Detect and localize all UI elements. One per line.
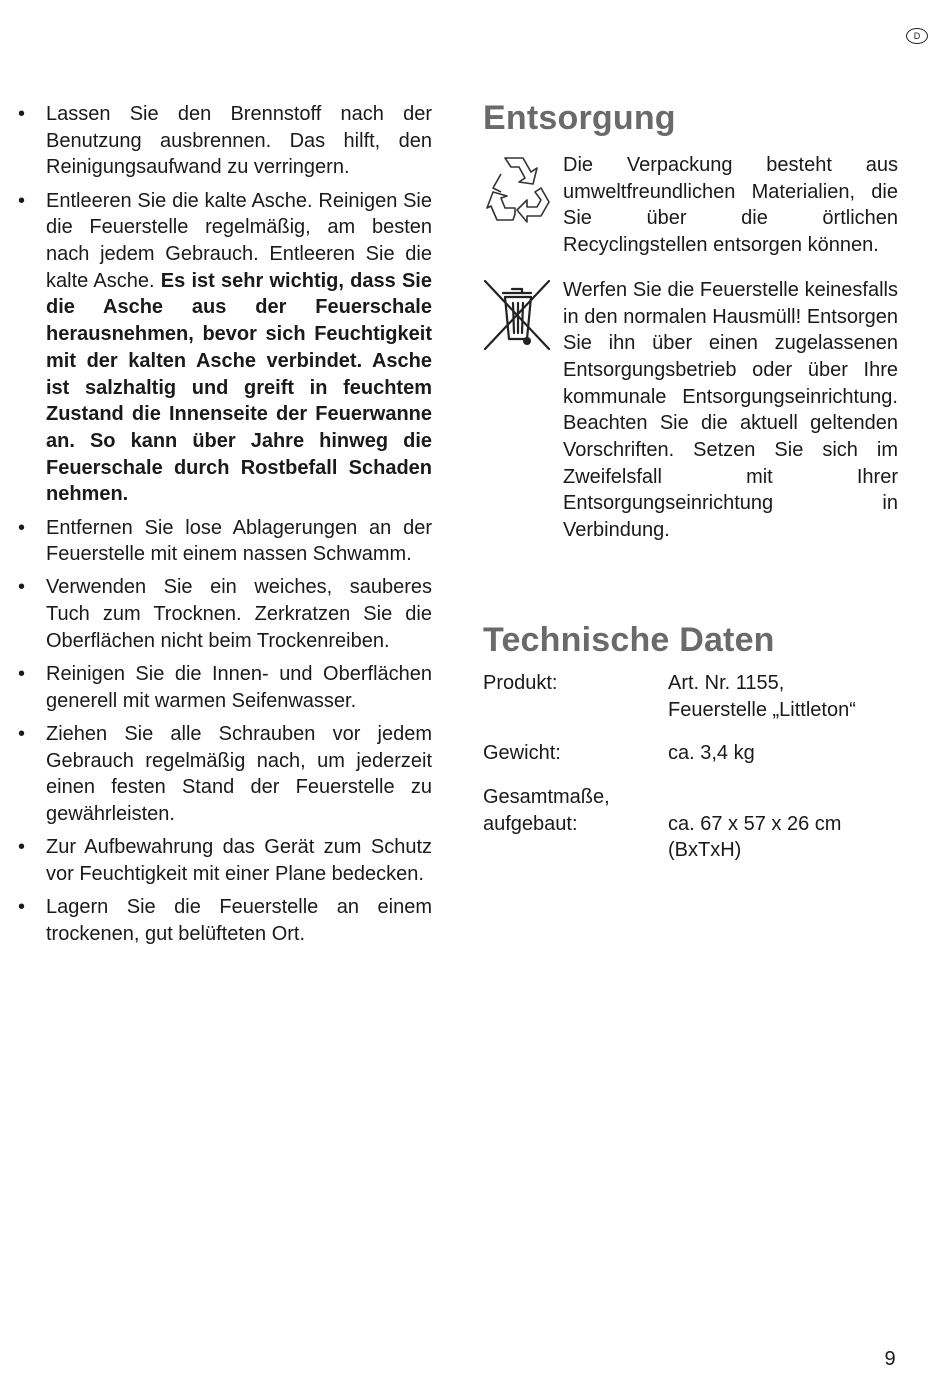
bullet: • xyxy=(18,189,26,212)
tech-label: Produkt: xyxy=(483,671,558,694)
bullet: • xyxy=(18,103,26,125)
bullet: • xyxy=(18,516,26,539)
warning-text: Es ist sehr wichtig, dass Sie die Asche aus der Feuerschale herausnehmen, bevor sich Feuchtigkeit mit der kalten Asche verbindet. Asche ist salzhaltig und greift in feuchtem Zustand die Innenseite der Feuerwanne an. So kann über Jahre hinweg die Feuerschale durch Rostbefall Schaden nehmen. xyxy=(46,269,432,506)
crossed-bin-icon xyxy=(483,277,553,353)
list-item: • Reinigen Sie die Innen- und Oberflächen generell mit warmen Seifenwasser. xyxy=(18,663,432,712)
list-item: • Entleeren Sie die kalte Asche. Reinigen Sie die Feuerstelle regelmäßig, am besten nach jedem Gebrauch. Entleeren Sie die kalte Asche. Es ist sehr wichtig, dass Sie die Asche aus der Feuerschale herausnehmen, bevor sich Feuchtigkeit mit der kalten Asche verbindet. Asche ist salzhaltig und greift in feuchtem Zustand die Innenseite der Feuerwanne an. So kann über Jahre hinweg die Feuerschale durch Rostbefall Schaden nehmen. xyxy=(18,189,432,506)
list-item: • Zur Aufbewahrung das Gerät zum Schutz vor Feuchtigkeit mit einer Plane bedecken. xyxy=(18,836,432,885)
tech-row-product xyxy=(483,670,898,723)
bullet: • xyxy=(18,836,26,859)
tech-value: ca. 67 x 57 x 26 cm (BxTxH) xyxy=(668,812,842,862)
list-item: • Verwenden Sie ein weiches, sauberes Tuch zum Trocknen. Zerkratzen Sie die Oberflächen nicht beim Trockenreiben. xyxy=(18,576,432,652)
recycling-icon xyxy=(483,152,553,228)
bullet: • xyxy=(18,896,26,919)
bullet: • xyxy=(18,576,26,599)
right-column xyxy=(483,98,898,881)
list-item: • Ziehen Sie alle Schrauben vor jedem Gebrauch regelmäßig nach, um jederzeit einen festen Stand der Feuerstelle zu gewährleisten. xyxy=(18,722,432,826)
tech-label: Gewicht: xyxy=(483,742,561,765)
language-badge: D xyxy=(906,28,928,44)
tech-value: Art. Nr. 1155, Feuerstelle „Littleton“ xyxy=(668,671,856,721)
list-item: • Lassen Sie den Brennstoff nach der Benutzung ausbrennen. Das hilft, den Reinigungsaufwand zu verringern. xyxy=(18,103,432,179)
tech-row-weight xyxy=(483,740,898,767)
tech-data-table xyxy=(483,670,898,864)
tech-data-heading: Technische Daten xyxy=(483,620,775,659)
list-item: • Entfernen Sie lose Ablagerungen an der Feuerstelle mit einem nassen Schwamm. xyxy=(18,516,432,566)
bullet: • xyxy=(18,722,26,745)
disposal-heading: Entsorgung xyxy=(483,99,676,137)
page-number: 9 xyxy=(884,1348,896,1370)
tech-label: Gesamtmaße, aufgebaut: xyxy=(483,785,610,835)
list-item: • Lagern Sie die Feuerstelle an einem trockenen, gut belüfteten Ort. xyxy=(18,896,432,945)
recycling-text: Die Verpackung besteht aus umweltfreundlichen Materialien, die Sie über die örtlichen Recyclingstellen entsorgen können. xyxy=(563,154,898,257)
waste-block xyxy=(483,277,898,544)
bullet: • xyxy=(18,663,26,686)
care-list xyxy=(18,101,432,948)
waste-text: Werfen Sie die Feuerstelle keinesfalls in den normalen Hausmüll! Entsorgen Sie ihn über einen zugelassenen Entsorgungsbetrieb oder über Ihre kommunale Entsorgungseinrichtung. Beachten Sie die aktuell geltenden Vorschriften. Setzen Sie sich im Zweifelsfall mit Ihrer Entsorgungseinrichtung in Verbindung. xyxy=(563,278,898,542)
tech-row-dimensions xyxy=(483,784,898,864)
care-instructions xyxy=(18,101,432,954)
recycling-block xyxy=(483,152,898,259)
tech-value: ca. 3,4 kg xyxy=(668,742,755,765)
